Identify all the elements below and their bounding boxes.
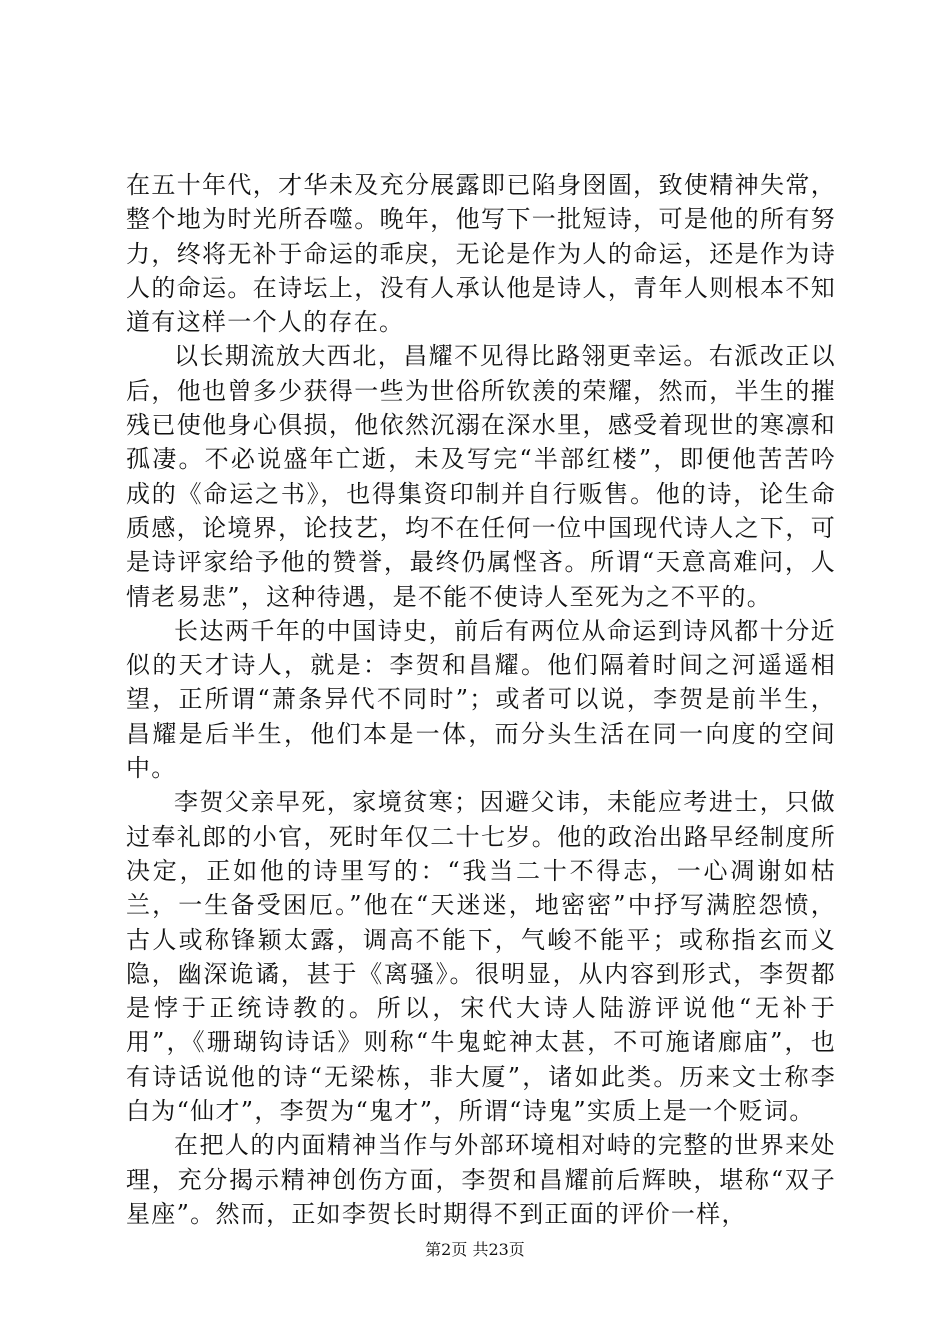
body-text <box>126 168 836 1231</box>
paragraph: 在把人的内面精神当作与外部环境相对峙的完整的世界来处理，充分揭示精神创伤方面，李贺和昌耀前后辉映，堪称“双子星座”。然而，正如李贺长时期得不到正面的评价一样， <box>126 1131 836 1228</box>
paragraph: 在五十年代，才华未及充分展露即已陷身囹圄，致使精神失常，整个地为时光所吞噬。晚年，他写下一批短诗，可是他的所有努力，终将无补于命运的乖戾，无论是作为人的命运，还是作为诗人的命运。在诗坛上，没有人承认他是诗人，青年人则根本不知道有这样一个人的存在。 <box>126 171 836 337</box>
paragraph: 李贺父亲早死，家境贫寒；因避父讳，未能应考进士，只做过奉礼郎的小官，死时年仅二十七岁。他的政治出路早经制度所决定，正如他的诗里写的：“我当二十不得志，一心凋谢如枯兰，一生备受困厄。”他在“天迷迷，地密密”中抒写满腔怨愤，古人或称锋颖太露，调高不能下，气峻不能平；或称指玄而义隐，幽深诡谲，甚于《离骚》。很明显，从内容到形式，李贺都是悖于正统诗教的。所以，宋代大诗人陆游评说他“无补于用”，《珊瑚钩诗话》则称“牛鬼蛇神太甚，不可施诸廊庙”，也有诗话说他的诗“无梁栋，非大厦”，诸如此类。历来文士称李白为“仙才”，李贺为“鬼才”，所谓“诗鬼”实质上是一个贬词。 <box>126 788 836 1126</box>
paragraph: 以长期流放大西北，昌耀不见得比路翎更幸运。右派改正以后，他也曾多少获得一些为世俗所钦羡的荣耀，然而，半生的摧残已使他身心俱损，他依然沉溺在深水里，感受着现世的寒凛和孤凄。不必说盛年亡逝，未及写完“半部红楼”，即便他苦苦吟成的《命运之书》，也得集资印制并自行贩售。他的诗，论生命质感，论境界，论技艺，均不在任何一位中国现代诗人之下，可是诗评家给予他的赞誉，最终仍属悭吝。所谓“天意高难问，人情老易悲”，这种待遇，是不能不使诗人至死为之不平的。 <box>126 342 836 611</box>
page-footer: 第2页 共23页 <box>425 1240 525 1259</box>
paragraph: 长达两千年的中国诗史，前后有两位从命运到诗风都十分近似的天才诗人，就是：李贺和昌耀。他们隔着时间之河遥遥相望，正所谓“萧条异代不同时”；或者可以说，李贺是前半生，昌耀是后半生，他们本是一体，而分头生活在同一向度的空间中。 <box>126 616 836 783</box>
